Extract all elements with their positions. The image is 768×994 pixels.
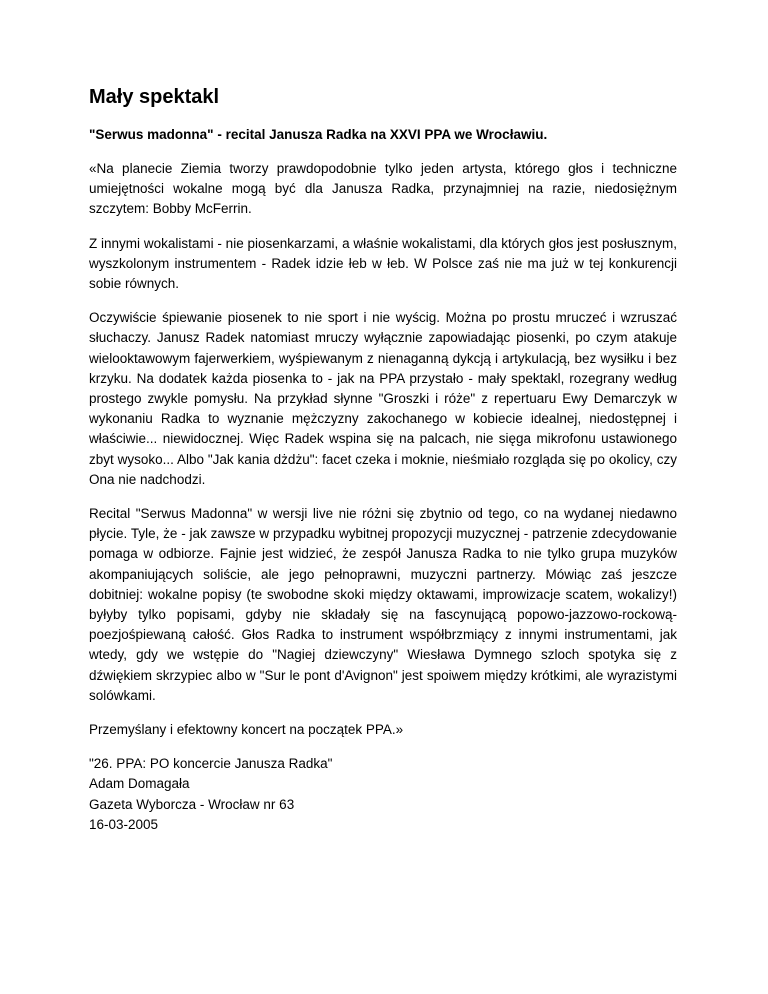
paragraph-3: Oczywiście śpiewanie piosenek to nie sport i nie wyścig. Można po prostu mruczeć i wzruszać słuchaczy. Janusz Radek natomiast mruczy wyłącznie zapowiadając piosenki, po czym atakuje wielooktawowym fajerwerkiem, wyśpiewanym z nienaganną dykcją i artykulacją, bez wysiłku i bez krzyku. Na dodatek każda piosenka to - jak na PPA przystało - mały spektakl, rozegrany według prostego zwykle pomysłu. Na przykład słynne "Groszki i róże" z repertuaru Ewy Demarczyk w wykonaniu Radka to wyznanie mężczyzny zakochanego w kobiecie idealnej, niedostępnej i właściwie... niewidocznej. Więc Radek wspina się na palcach, nie sięga mikrofonu ustawionego zbyt wysoko... Albo "Jak kania dżdżu": facet czeka i moknie, nieśmiało rozgląda się po okolicy, czy Ona nie nadchodzi. — [89, 310, 677, 487]
document-title: Mały spektakl — [89, 86, 220, 108]
source-article-title: "26. PPA: PO koncercie Janusza Radka" — [89, 756, 333, 772]
paragraph-4: Recital "Serwus Madonna" w wersji live nie różni się zbytnio od tego, co na wydanej niedawno płycie. Tyle, że - jak zawsze w przypadku wybitnej propozycji muzycznej - patrzenie zdecydowanie pomaga w odbiorze. Fajnie jest widzieć, że zespół Janusza Radka to nie tylko grupa muzyków akompaniujących soliście, ale jego pełnoprawni, muzyczni partnerzy. Mówiąc zaś jeszcze dobitniej: wokalne popisy (te swobodne skoki między oktawami, improwizacje scatem, wokalizy!) byłyby tylko popisami, gdyby nie składały się na fascynującą popowo-jazzowo-rockową-poezjośpiewaną całość. Głos Radka to instrument współbrzmiący z innymi instrumentami, jak wtedy, gdy we wstępie do "Nagiej dziewczyny" Wiesława Dymnego szloch spotyka się z dźwiękiem skrzypiec albo w "Sur le pont d'Avignon" jest spoiwem między krótkimi, ale wyrazistymi solówkami. — [89, 506, 677, 703]
source-date: 16-03-2005 — [89, 816, 159, 832]
paragraph-1: «Na planecie Ziemia tworzy prawdopodobnie tylko jeden artysta, którego głos i techniczne umiejętności wokalne mogą być dla Janusza Radka, przynajmniej na razie, niedosiężnym szczytem: Bobby McFerrin. — [89, 161, 677, 217]
paragraph-5: Przemyślany i efektowny koncert na początek PPA.» — [89, 722, 404, 738]
document-subtitle: "Serwus madonna" - recital Janusza Radka na XXVI PPA we Wrocławiu. — [89, 127, 548, 142]
source-publication: Gazeta Wyborcza - Wrocław nr 63 — [89, 796, 295, 812]
document-page — [89, 84, 677, 835]
paragraph-2: Z innymi wokalistami - nie piosenkarzami, a właśnie wokalistami, dla których głos jest posłusznym, wyszkolonym instrumentem - Radek idzie łeb w łeb. W Polsce zaś nie ma już w tej konkurencji sobie równych. — [89, 235, 677, 292]
source-author: Adam Domagała — [89, 776, 190, 792]
source-block — [89, 754, 677, 835]
